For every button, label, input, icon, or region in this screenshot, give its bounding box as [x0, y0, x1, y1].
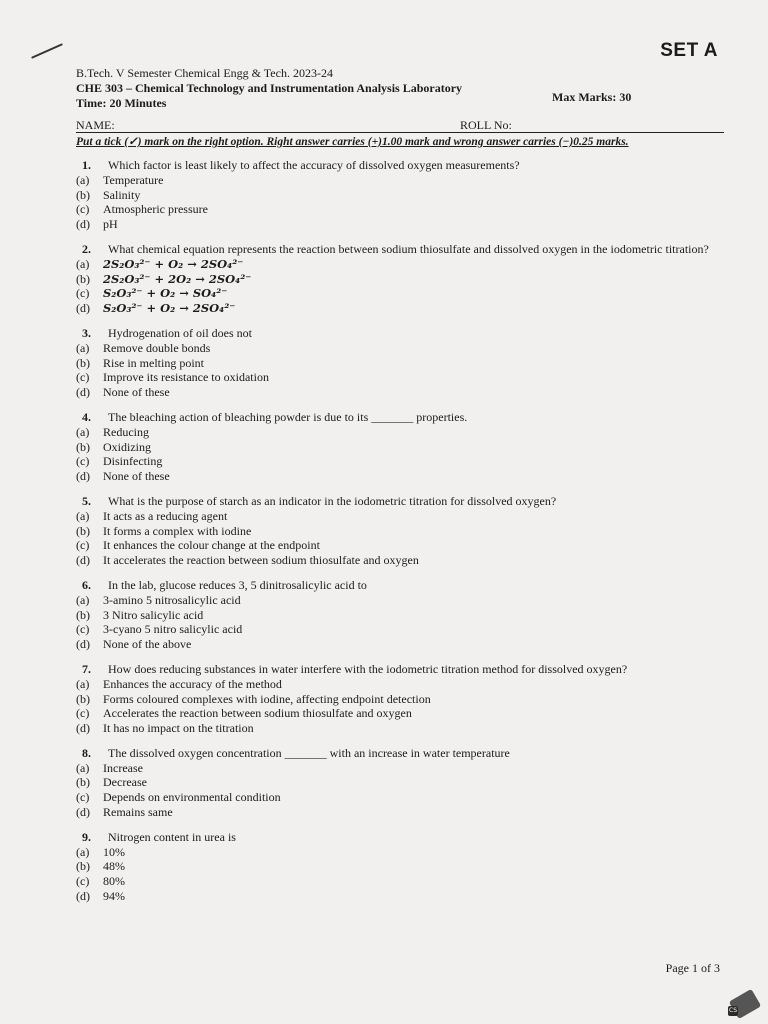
answer-option[interactable] — [76, 454, 724, 469]
option-text: 48% — [103, 859, 125, 874]
question-stem — [76, 494, 724, 509]
answer-option[interactable] — [76, 637, 724, 652]
option-text: None of these — [103, 385, 170, 400]
question-stem — [76, 158, 724, 173]
name-label: NAME: — [76, 118, 115, 132]
option-text: 3-cyano 5 nitro salicylic acid — [103, 622, 243, 637]
question-text: Which factor is least likely to affect the accuracy of dissolved oxygen measurements? — [108, 158, 520, 172]
answer-option[interactable] — [76, 440, 724, 455]
option-letter: (b) — [76, 439, 90, 454]
option-text: It enhances the colour change at the endpoint — [103, 538, 320, 553]
question-stem — [76, 746, 724, 761]
option-letter: (a) — [76, 172, 90, 187]
option-letter: (d) — [76, 721, 90, 736]
question-7 — [76, 662, 724, 736]
option-letter: (b) — [76, 691, 90, 706]
option-letter: (a) — [76, 340, 90, 355]
option-text: Enhances the accuracy of the method — [103, 676, 282, 691]
scanner-badge: CS — [729, 1007, 737, 1014]
option-text: 2S₂O₃²⁻ + 2O₂ → 2SO₄²⁻ — [103, 271, 252, 286]
question-number: 4. — [82, 409, 91, 424]
question-stem — [76, 662, 724, 677]
question-number: 7. — [82, 661, 91, 676]
option-text: Temperature — [103, 172, 164, 187]
question-stem — [76, 410, 724, 425]
question-text: How does reducing substances in water interfere with the iodometric titration method for dissolved oxygen? — [108, 661, 628, 676]
option-text: Remove double bonds — [103, 340, 211, 355]
option-letter: (a) — [76, 256, 90, 271]
question-8 — [76, 746, 724, 820]
answer-option[interactable] — [76, 469, 724, 484]
option-text: None of these — [103, 469, 170, 484]
option-letter: (b) — [76, 859, 90, 874]
option-letter: (a) — [76, 508, 90, 523]
option-text: 3 Nitro salicylic acid — [103, 607, 204, 622]
question-text: The dissolved oxygen concentration _______ with an increase in water temperature — [108, 745, 510, 760]
answer-option[interactable] — [76, 845, 724, 860]
roll-label: ROLL No: — [460, 118, 512, 132]
question-number: 3. — [82, 325, 91, 340]
question-number: 8. — [82, 745, 91, 760]
question-stem — [76, 830, 724, 845]
option-letter: (d) — [76, 217, 90, 232]
question-4 — [76, 410, 724, 484]
answer-option[interactable] — [76, 385, 724, 400]
option-text: Forms coloured complexes with iodine, affecting endpoint detection — [103, 691, 431, 706]
answer-option[interactable] — [76, 538, 724, 553]
time-line: Time: 20 Minutes — [76, 96, 167, 110]
option-letter: (a) — [76, 592, 90, 607]
answer-option[interactable] — [76, 859, 724, 874]
set-label: SET A — [660, 40, 718, 61]
question-text: The bleaching action of bleaching powder is due to its _______ properties. — [108, 409, 468, 424]
option-letter: (c) — [76, 538, 90, 553]
answer-option[interactable] — [76, 889, 724, 904]
option-letter: (b) — [76, 187, 90, 202]
answer-option[interactable] — [76, 622, 724, 637]
answer-option[interactable] — [76, 272, 724, 287]
question-3 — [76, 326, 724, 400]
page-number: Page 1 of 3 — [665, 961, 720, 975]
option-letter: (c) — [76, 202, 90, 217]
option-letter: (c) — [76, 622, 90, 637]
question-text: Nitrogen content in urea is — [108, 829, 236, 844]
question-text: Hydrogenation of oil does not — [108, 325, 252, 340]
option-text: Oxidizing — [103, 439, 151, 454]
question-9 — [76, 830, 724, 904]
option-text: pH — [103, 217, 118, 232]
answer-option[interactable] — [76, 608, 724, 623]
answer-option[interactable] — [76, 301, 724, 316]
option-letter: (b) — [76, 775, 90, 790]
option-letter: (d) — [76, 385, 90, 400]
answer-option[interactable] — [76, 356, 724, 371]
option-text: 94% — [103, 889, 125, 904]
answer-option[interactable] — [76, 341, 724, 356]
option-text: Depends on environmental condition — [103, 790, 281, 805]
option-text: It has no impact on the titration — [103, 721, 254, 736]
option-text: 10% — [103, 844, 125, 859]
option-text: It forms a complex with iodine — [103, 523, 252, 538]
answer-option[interactable] — [76, 524, 724, 539]
question-list — [76, 158, 724, 914]
question-2 — [76, 242, 724, 316]
question-5 — [76, 494, 724, 568]
answer-option[interactable] — [76, 217, 724, 232]
answer-option[interactable] — [76, 173, 724, 188]
option-letter: (a) — [76, 844, 90, 859]
answer-option[interactable] — [76, 593, 724, 608]
answer-option[interactable] — [76, 509, 724, 524]
question-6 — [76, 578, 724, 652]
option-letter: (a) — [76, 760, 90, 775]
option-letter: (b) — [76, 523, 90, 538]
answer-option[interactable] — [76, 425, 724, 440]
answer-option[interactable] — [76, 775, 724, 790]
option-letter: (c) — [76, 370, 90, 385]
option-letter: (d) — [76, 637, 90, 652]
option-text: Accelerates the reaction between sodium thiosulfate and oxygen — [103, 706, 412, 721]
option-letter: (d) — [76, 889, 90, 904]
option-text: None of the above — [103, 637, 192, 652]
answer-option[interactable] — [76, 553, 724, 568]
course-line: CHE 303 – Chemical Technology and Instrumentation Analysis Laboratory — [76, 81, 463, 95]
option-text: Decrease — [103, 775, 147, 790]
answer-option[interactable] — [76, 692, 724, 707]
question-stem — [76, 578, 724, 593]
option-letter: (c) — [76, 706, 90, 721]
option-letter: (d) — [76, 301, 90, 316]
question-1 — [76, 158, 724, 232]
question-text: What chemical equation represents the reaction between sodium thiosulfate and dissolved oxygen in the iodometric titration? — [108, 241, 709, 256]
question-number: 5. — [82, 493, 91, 508]
option-text: S₂O₃²⁻ + O₂ → SO₄²⁻ — [103, 286, 228, 301]
option-text: Reducing — [103, 424, 149, 439]
option-text: 3-amino 5 nitrosalicylic acid — [103, 592, 241, 607]
option-letter: (c) — [76, 874, 90, 889]
program-line: B.Tech. V Semester Chemical Engg & Tech. 2023-24 — [76, 66, 333, 80]
question-number: 6. — [82, 577, 91, 592]
option-letter: (a) — [76, 424, 90, 439]
option-letter: (b) — [76, 607, 90, 622]
pen-stroke-mark — [31, 43, 63, 59]
option-letter: (a) — [76, 676, 90, 691]
option-text: It accelerates the reaction between sodium thiosulfate and oxygen — [103, 553, 419, 568]
option-letter: (d) — [76, 805, 90, 820]
question-number: 9. — [82, 829, 91, 844]
option-text: 2S₂O₃²⁻ + O₂ → 2SO₄²⁻ — [103, 256, 244, 271]
option-letter: (d) — [76, 469, 90, 484]
question-number: 1. — [82, 158, 91, 172]
name-roll-row — [76, 118, 724, 133]
answer-option[interactable] — [76, 188, 724, 203]
max-marks: Max Marks: 30 — [552, 90, 632, 104]
option-letter: (b) — [76, 355, 90, 370]
question-number: 2. — [82, 241, 91, 256]
answer-option[interactable] — [76, 286, 724, 301]
option-text: 80% — [103, 874, 125, 889]
answer-option[interactable] — [76, 706, 724, 721]
option-text: S₂O₃²⁻ + O₂ → 2SO₄²⁻ — [103, 301, 236, 316]
answer-option[interactable] — [76, 721, 724, 736]
option-text: Remains same — [103, 805, 173, 820]
option-letter: (c) — [76, 790, 90, 805]
option-text: Improve its resistance to oxidation — [103, 370, 269, 385]
question-text: In the lab, glucose reduces 3, 5 dinitrosalicylic acid to — [108, 577, 367, 592]
question-stem — [76, 326, 724, 341]
option-text: Salinity — [103, 187, 141, 202]
answer-option[interactable] — [76, 805, 724, 820]
option-letter: (d) — [76, 553, 90, 568]
option-text: Atmospheric pressure — [103, 202, 208, 217]
option-letter: (c) — [76, 286, 90, 301]
option-letter: (b) — [76, 271, 90, 286]
option-text: It acts as a reducing agent — [103, 508, 228, 523]
option-text: Disinfecting — [103, 454, 163, 469]
answer-option[interactable] — [76, 202, 724, 217]
option-text: Increase — [103, 760, 143, 775]
question-stem — [76, 242, 724, 257]
answer-option[interactable] — [76, 874, 724, 889]
instruction-line: Put a tick (✓) mark on the right option. Right answer carries (+)1.00 mark and wrong answer carries (−)0.25 marks. — [76, 136, 629, 148]
question-text: What is the purpose of starch as an indicator in the iodometric titration for dissolved oxygen? — [108, 493, 557, 508]
answer-option[interactable] — [76, 370, 724, 385]
answer-option[interactable] — [76, 257, 724, 272]
answer-option[interactable] — [76, 790, 724, 805]
answer-option[interactable] — [76, 761, 724, 776]
answer-option[interactable] — [76, 677, 724, 692]
option-letter: (c) — [76, 454, 90, 469]
option-text: Rise in melting point — [103, 355, 204, 370]
